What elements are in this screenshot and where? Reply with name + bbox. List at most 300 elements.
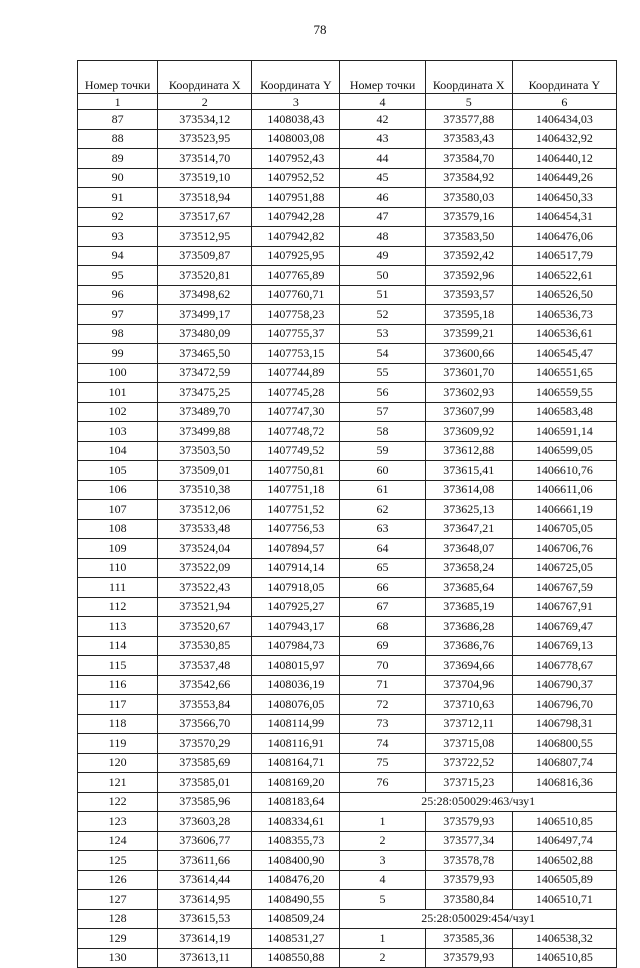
table-row	[78, 383, 617, 403]
point-number-cell: 54	[340, 344, 425, 364]
coordinate-y-cell: 1407751,52	[252, 500, 340, 520]
point-number-cell: 42	[340, 110, 425, 130]
table-row	[78, 480, 617, 500]
point-number-cell: 123	[78, 812, 158, 832]
table-row	[78, 831, 617, 851]
coordinate-y-cell: 1406476,06	[512, 227, 616, 247]
column-index: 4	[340, 94, 425, 110]
coordinate-x-cell: 373614,95	[158, 890, 252, 910]
point-number-cell: 92	[78, 207, 158, 227]
coordinate-x-cell: 373518,94	[158, 188, 252, 208]
point-number-cell: 68	[340, 617, 425, 637]
coordinate-x-cell: 373553,84	[158, 695, 252, 715]
coordinate-x-cell: 373503,50	[158, 441, 252, 461]
point-number-cell: 127	[78, 890, 158, 910]
point-number-cell: 2	[340, 831, 425, 851]
coordinate-x-cell: 373584,70	[425, 149, 512, 169]
coordinate-y-cell: 1406450,33	[512, 188, 616, 208]
point-number-cell: 60	[340, 461, 425, 481]
point-number-cell: 75	[340, 753, 425, 773]
coordinate-y-cell: 1407765,89	[252, 266, 340, 286]
coordinate-x-cell: 373704,96	[425, 675, 512, 695]
table-row	[78, 519, 617, 539]
coordinate-x-cell: 373614,08	[425, 480, 512, 500]
coordinate-y-cell: 1407750,81	[252, 461, 340, 481]
table-row	[78, 597, 617, 617]
point-number-cell: 128	[78, 909, 158, 929]
table-row	[78, 792, 617, 812]
coordinate-x-cell: 373522,09	[158, 558, 252, 578]
table-row	[78, 909, 617, 929]
point-number-cell: 52	[340, 305, 425, 325]
table-row	[78, 246, 617, 266]
coordinate-y-cell: 1407942,28	[252, 207, 340, 227]
point-number-cell: 43	[340, 129, 425, 149]
coordinate-x-cell: 373686,76	[425, 636, 512, 656]
table-row	[78, 675, 617, 695]
point-number-cell: 96	[78, 285, 158, 305]
coordinate-x-cell: 373519,10	[158, 168, 252, 188]
point-number-cell: 99	[78, 344, 158, 364]
point-number-cell: 5	[340, 890, 425, 910]
point-number-cell: 105	[78, 461, 158, 481]
coordinate-x-cell: 373601,70	[425, 363, 512, 383]
coordinate-y-cell: 1407951,88	[252, 188, 340, 208]
header-coordinate-x-right: Координата X	[425, 61, 512, 94]
point-number-cell: 57	[340, 402, 425, 422]
coordinate-x-cell: 373613,11	[158, 948, 252, 968]
coordinate-y-cell: 1406816,36	[512, 773, 616, 793]
table-row	[78, 110, 617, 130]
table-row	[78, 344, 617, 364]
coordinate-x-cell: 373600,66	[425, 344, 512, 364]
coordinate-x-cell: 373520,67	[158, 617, 252, 637]
point-number-cell: 121	[78, 773, 158, 793]
coordinate-y-cell: 1407894,57	[252, 539, 340, 559]
table-row	[78, 149, 617, 169]
table-row	[78, 441, 617, 461]
point-number-cell: 89	[78, 149, 158, 169]
coordinate-y-cell: 1406510,85	[512, 812, 616, 832]
coordinate-y-cell: 1406725,05	[512, 558, 616, 578]
coordinate-x-cell: 373615,41	[425, 461, 512, 481]
coordinate-x-cell: 373602,93	[425, 383, 512, 403]
coordinate-x-cell: 373566,70	[158, 714, 252, 734]
coordinate-y-cell: 1406449,26	[512, 168, 616, 188]
coordinate-x-cell: 373580,03	[425, 188, 512, 208]
table-row	[78, 734, 617, 754]
point-number-cell: 51	[340, 285, 425, 305]
point-number-cell: 100	[78, 363, 158, 383]
point-number-cell: 102	[78, 402, 158, 422]
point-number-cell: 97	[78, 305, 158, 325]
point-number-cell: 129	[78, 929, 158, 949]
point-number-cell: 4	[340, 870, 425, 890]
coordinate-x-cell: 373498,62	[158, 285, 252, 305]
point-number-cell: 74	[340, 734, 425, 754]
point-number-cell: 118	[78, 714, 158, 734]
coordinate-y-cell: 1407943,17	[252, 617, 340, 637]
point-number-cell: 109	[78, 539, 158, 559]
coordinate-x-cell: 373475,25	[158, 383, 252, 403]
table-row	[78, 656, 617, 676]
coordinate-x-cell: 373465,50	[158, 344, 252, 364]
coordinate-x-cell: 373592,96	[425, 266, 512, 286]
coordinate-y-cell: 1407756,53	[252, 519, 340, 539]
coordinate-x-cell: 373512,95	[158, 227, 252, 247]
coordinate-x-cell: 373614,44	[158, 870, 252, 890]
coordinate-x-cell: 373577,88	[425, 110, 512, 130]
coordinate-y-cell: 1407748,72	[252, 422, 340, 442]
point-number-cell: 112	[78, 597, 158, 617]
point-number-cell: 1	[340, 929, 425, 949]
coordinate-y-cell: 1408400,90	[252, 851, 340, 871]
coordinate-x-cell: 373530,85	[158, 636, 252, 656]
coordinate-y-cell: 1406798,31	[512, 714, 616, 734]
coordinate-y-cell: 1406767,59	[512, 578, 616, 598]
coordinate-x-cell: 373715,08	[425, 734, 512, 754]
coordinate-x-cell: 373585,01	[158, 773, 252, 793]
coordinate-y-cell: 1407952,43	[252, 149, 340, 169]
point-number-cell: 113	[78, 617, 158, 637]
table-row	[78, 617, 617, 637]
coordinate-y-cell: 1407747,30	[252, 402, 340, 422]
coordinate-y-cell: 1406705,05	[512, 519, 616, 539]
table-row	[78, 500, 617, 520]
coordinate-x-cell: 373593,57	[425, 285, 512, 305]
coordinate-x-cell: 373585,36	[425, 929, 512, 949]
coordinate-y-cell: 1407918,05	[252, 578, 340, 598]
coordinate-x-cell: 373499,17	[158, 305, 252, 325]
coordinate-x-cell: 373517,67	[158, 207, 252, 227]
coordinate-x-cell: 373514,70	[158, 149, 252, 169]
coordinate-y-cell: 1406526,50	[512, 285, 616, 305]
point-number-cell: 106	[78, 480, 158, 500]
coordinate-x-cell: 373603,28	[158, 812, 252, 832]
point-number-cell: 87	[78, 110, 158, 130]
coordinate-y-cell: 1407749,52	[252, 441, 340, 461]
table-row	[78, 285, 617, 305]
coordinate-x-cell: 373499,88	[158, 422, 252, 442]
coordinate-x-cell: 373520,81	[158, 266, 252, 286]
coordinate-y-cell: 1408490,55	[252, 890, 340, 910]
table-row	[78, 207, 617, 227]
coordinate-y-cell: 1406502,88	[512, 851, 616, 871]
coordinate-y-cell: 1406510,71	[512, 890, 616, 910]
coordinate-y-cell: 1407914,14	[252, 558, 340, 578]
coordinate-x-cell: 373583,43	[425, 129, 512, 149]
column-index: 3	[252, 94, 340, 110]
coordinate-y-cell: 1407952,52	[252, 168, 340, 188]
coordinate-x-cell: 373524,04	[158, 539, 252, 559]
coordinate-y-cell: 1406591,14	[512, 422, 616, 442]
table-row	[78, 851, 617, 871]
coordinate-y-cell: 1407755,37	[252, 324, 340, 344]
table-row	[78, 890, 617, 910]
coordinate-x-cell: 373599,21	[425, 324, 512, 344]
coordinate-y-cell: 1408076,05	[252, 695, 340, 715]
coordinate-x-cell: 373542,66	[158, 675, 252, 695]
table-row	[78, 266, 617, 286]
point-number-cell: 45	[340, 168, 425, 188]
coordinate-y-cell: 1407925,27	[252, 597, 340, 617]
coordinate-x-cell: 373579,93	[425, 948, 512, 968]
coordinate-y-cell: 1406551,65	[512, 363, 616, 383]
coordinate-y-cell: 1407925,95	[252, 246, 340, 266]
table-row	[78, 402, 617, 422]
coordinate-x-cell: 373686,28	[425, 617, 512, 637]
coordinate-x-cell: 373712,11	[425, 714, 512, 734]
coordinate-y-cell: 1406778,67	[512, 656, 616, 676]
coordinate-y-cell: 1406767,91	[512, 597, 616, 617]
point-number-cell: 101	[78, 383, 158, 403]
coordinate-y-cell: 1408116,91	[252, 734, 340, 754]
coordinate-y-cell: 1406807,74	[512, 753, 616, 773]
table-row	[78, 558, 617, 578]
coordinate-x-cell: 373625,13	[425, 500, 512, 520]
coordinate-y-cell: 1406454,31	[512, 207, 616, 227]
point-number-cell: 47	[340, 207, 425, 227]
column-index: 2	[158, 94, 252, 110]
coordinate-y-cell: 1408015,97	[252, 656, 340, 676]
point-number-cell: 49	[340, 246, 425, 266]
table-row	[78, 188, 617, 208]
point-number-cell: 124	[78, 831, 158, 851]
coordinate-x-cell: 373615,53	[158, 909, 252, 929]
coordinate-y-cell: 1407753,15	[252, 344, 340, 364]
coordinate-y-cell: 1406769,47	[512, 617, 616, 637]
coordinate-x-cell: 373533,48	[158, 519, 252, 539]
table-row	[78, 539, 617, 559]
point-number-cell: 59	[340, 441, 425, 461]
header-coordinate-y-left: Координата Y	[252, 61, 340, 94]
point-number-cell: 94	[78, 246, 158, 266]
coordinate-y-cell: 1408476,20	[252, 870, 340, 890]
point-number-cell: 93	[78, 227, 158, 247]
coordinate-x-cell: 373612,88	[425, 441, 512, 461]
point-number-cell: 114	[78, 636, 158, 656]
coordinate-x-cell: 373512,06	[158, 500, 252, 520]
coordinate-x-cell: 373647,21	[425, 519, 512, 539]
point-number-cell: 66	[340, 578, 425, 598]
coordinate-y-cell: 1408183,64	[252, 792, 340, 812]
coordinate-y-cell: 1406790,37	[512, 675, 616, 695]
coordinate-x-cell: 373611,66	[158, 851, 252, 871]
coordinate-x-cell: 373580,84	[425, 890, 512, 910]
coordinate-x-cell: 373585,96	[158, 792, 252, 812]
coordinate-x-cell: 373583,50	[425, 227, 512, 247]
point-number-cell: 120	[78, 753, 158, 773]
table-row	[78, 461, 617, 481]
coordinate-y-cell: 1406432,92	[512, 129, 616, 149]
coordinate-y-cell: 1406434,03	[512, 110, 616, 130]
point-number-cell: 117	[78, 695, 158, 715]
header-coordinate-x-left: Координата X	[158, 61, 252, 94]
coordinate-x-cell: 373579,93	[425, 812, 512, 832]
table-row	[78, 168, 617, 188]
coordinate-x-cell: 373579,93	[425, 870, 512, 890]
column-index: 6	[512, 94, 616, 110]
table-row	[78, 870, 617, 890]
point-number-cell: 110	[78, 558, 158, 578]
point-number-cell: 44	[340, 149, 425, 169]
coordinate-x-cell: 373715,23	[425, 773, 512, 793]
point-number-cell: 62	[340, 500, 425, 520]
point-number-cell: 108	[78, 519, 158, 539]
coordinate-y-cell: 1406497,74	[512, 831, 616, 851]
coordinate-y-cell: 1407744,89	[252, 363, 340, 383]
coordinate-x-cell: 373570,29	[158, 734, 252, 754]
table-row	[78, 305, 617, 325]
coordinate-y-cell: 1406538,32	[512, 929, 616, 949]
coordinate-y-cell: 1408036,19	[252, 675, 340, 695]
coordinate-y-cell: 1406559,55	[512, 383, 616, 403]
point-number-cell: 130	[78, 948, 158, 968]
point-number-cell: 72	[340, 695, 425, 715]
point-number-cell: 64	[340, 539, 425, 559]
coordinate-x-cell: 373607,99	[425, 402, 512, 422]
coordinate-y-cell: 1406545,47	[512, 344, 616, 364]
point-number-cell: 71	[340, 675, 425, 695]
table-row	[78, 753, 617, 773]
coordinate-x-cell: 373489,70	[158, 402, 252, 422]
coordinate-y-cell: 1406796,70	[512, 695, 616, 715]
table-row	[78, 129, 617, 149]
point-number-cell: 1	[340, 812, 425, 832]
coordinate-y-cell: 1406610,76	[512, 461, 616, 481]
coordinate-y-cell: 1406510,85	[512, 948, 616, 968]
point-number-cell: 119	[78, 734, 158, 754]
coordinate-y-cell: 1407745,28	[252, 383, 340, 403]
coordinate-x-cell: 373710,63	[425, 695, 512, 715]
coordinate-y-cell: 1408114,99	[252, 714, 340, 734]
coordinate-y-cell: 1407942,82	[252, 227, 340, 247]
column-index: 1	[78, 94, 158, 110]
parcel-number-cell: 25:28:050029:454/чзу1	[340, 909, 617, 929]
coordinate-x-cell: 373521,94	[158, 597, 252, 617]
coordinate-x-cell: 373592,42	[425, 246, 512, 266]
coordinate-x-cell: 373722,52	[425, 753, 512, 773]
coordinate-y-cell: 1408550,88	[252, 948, 340, 968]
point-number-cell: 63	[340, 519, 425, 539]
coordinate-y-cell: 1406611,06	[512, 480, 616, 500]
coordinate-y-cell: 1406536,73	[512, 305, 616, 325]
page-number: 78	[313, 22, 327, 37]
table-row	[78, 227, 617, 247]
point-number-cell: 3	[340, 851, 425, 871]
table-body	[78, 94, 617, 968]
table-row	[78, 324, 617, 344]
table-row	[78, 948, 617, 968]
coordinate-y-cell: 1408509,24	[252, 909, 340, 929]
point-number-cell: 91	[78, 188, 158, 208]
point-number-cell: 116	[78, 675, 158, 695]
point-number-cell: 53	[340, 324, 425, 344]
coordinate-x-cell: 373578,78	[425, 851, 512, 871]
point-number-cell: 56	[340, 383, 425, 403]
point-number-cell: 70	[340, 656, 425, 676]
header-coordinate-y-right: Координата Y	[512, 61, 616, 94]
coordinate-x-cell: 373537,48	[158, 656, 252, 676]
coordinate-y-cell: 1406800,55	[512, 734, 616, 754]
coordinate-x-cell: 373579,16	[425, 207, 512, 227]
coordinate-x-cell: 373577,34	[425, 831, 512, 851]
coordinate-y-cell: 1407758,23	[252, 305, 340, 325]
coordinate-x-cell: 373658,24	[425, 558, 512, 578]
coordinate-x-cell: 373509,87	[158, 246, 252, 266]
table-row	[78, 578, 617, 598]
table-row	[78, 929, 617, 949]
point-number-cell: 69	[340, 636, 425, 656]
table-row	[78, 773, 617, 793]
header-point-number-left: Номер точки	[78, 61, 158, 94]
coordinate-y-cell: 1408169,20	[252, 773, 340, 793]
coordinate-y-cell: 1408164,71	[252, 753, 340, 773]
point-number-cell: 65	[340, 558, 425, 578]
coordinate-x-cell: 373595,18	[425, 305, 512, 325]
table-row	[78, 714, 617, 734]
coordinate-x-cell: 373606,77	[158, 831, 252, 851]
coordinate-x-cell: 373509,01	[158, 461, 252, 481]
column-index-row	[78, 94, 617, 110]
coordinate-x-cell: 373522,43	[158, 578, 252, 598]
coordinate-x-cell: 373534,12	[158, 110, 252, 130]
table-row	[78, 812, 617, 832]
header-row	[78, 61, 617, 94]
table-row	[78, 422, 617, 442]
coordinate-y-cell: 1406517,79	[512, 246, 616, 266]
point-number-cell: 67	[340, 597, 425, 617]
point-number-cell: 98	[78, 324, 158, 344]
coordinate-y-cell: 1407751,18	[252, 480, 340, 500]
coordinate-y-cell: 1406599,05	[512, 441, 616, 461]
coordinate-x-cell: 373480,09	[158, 324, 252, 344]
parcel-number-cell: 25:28:050029:463/чзу1	[340, 792, 617, 812]
coordinate-x-cell: 373584,92	[425, 168, 512, 188]
coordinate-y-cell: 1407984,73	[252, 636, 340, 656]
coordinate-y-cell: 1406522,61	[512, 266, 616, 286]
point-number-cell: 126	[78, 870, 158, 890]
coordinate-y-cell: 1406706,76	[512, 539, 616, 559]
coordinate-x-cell: 373523,95	[158, 129, 252, 149]
coordinate-y-cell: 1406505,89	[512, 870, 616, 890]
coordinate-y-cell: 1408355,73	[252, 831, 340, 851]
coordinate-y-cell: 1406536,61	[512, 324, 616, 344]
point-number-cell: 61	[340, 480, 425, 500]
column-index: 5	[425, 94, 512, 110]
coordinate-y-cell: 1406769,13	[512, 636, 616, 656]
coordinate-y-cell: 1406440,12	[512, 149, 616, 169]
coordinate-x-cell: 373648,07	[425, 539, 512, 559]
coordinate-y-cell: 1408003,08	[252, 129, 340, 149]
coordinate-y-cell: 1408038,43	[252, 110, 340, 130]
point-number-cell: 122	[78, 792, 158, 812]
header-point-number-right: Номер точки	[340, 61, 425, 94]
table-row	[78, 363, 617, 383]
point-number-cell: 50	[340, 266, 425, 286]
point-number-cell: 73	[340, 714, 425, 734]
point-number-cell: 103	[78, 422, 158, 442]
point-number-cell: 115	[78, 656, 158, 676]
point-number-cell: 58	[340, 422, 425, 442]
coordinate-x-cell: 373510,38	[158, 480, 252, 500]
point-number-cell: 90	[78, 168, 158, 188]
coordinates-table	[77, 60, 617, 968]
point-number-cell: 2	[340, 948, 425, 968]
coordinate-y-cell: 1408334,61	[252, 812, 340, 832]
point-number-cell: 104	[78, 441, 158, 461]
coordinate-y-cell: 1406661,19	[512, 500, 616, 520]
